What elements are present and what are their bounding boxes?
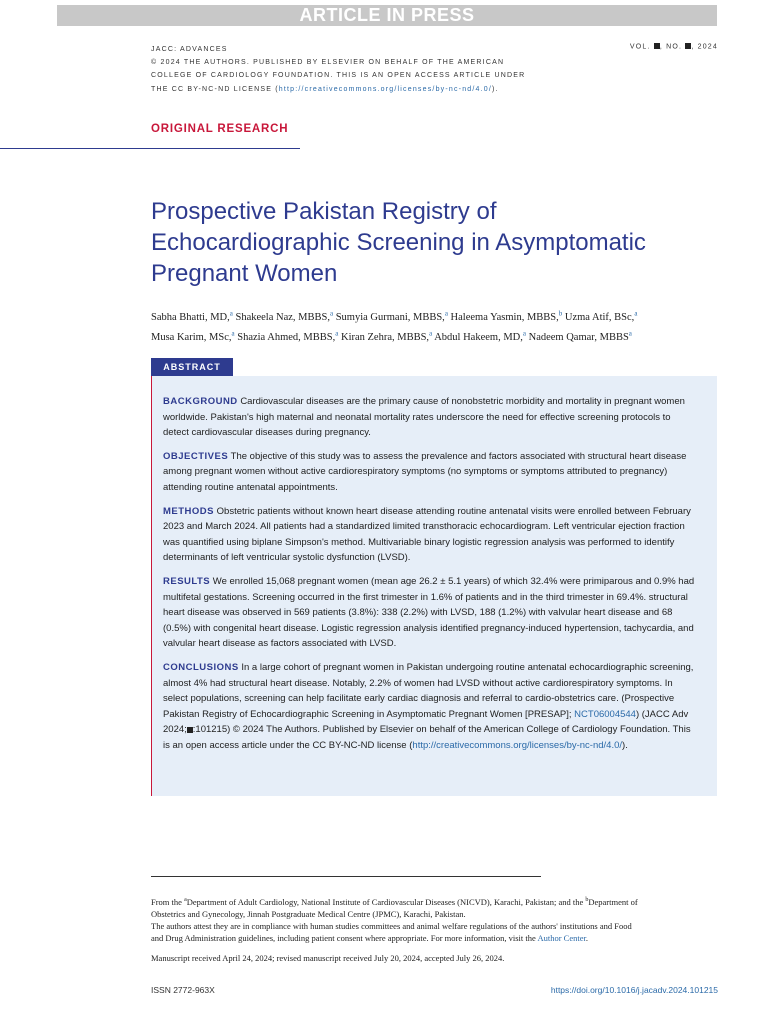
license-line-1: © 2024 THE AUTHORS. PUBLISHED BY ELSEVIER ON BEHALF OF THE AMERICAN bbox=[151, 59, 505, 67]
article-in-press-banner: ARTICLE IN PRESS bbox=[57, 5, 717, 26]
author-list bbox=[151, 305, 711, 346]
author: Shazia Ahmed, MBBS,$^a$ bbox=[237, 329, 339, 343]
abstract-tag: ABSTRACT bbox=[151, 358, 233, 376]
volume-number: VOL. , NO. , 2024 bbox=[629, 43, 718, 51]
license-link[interactable]: http://creativecommons.org/licenses/by-nc-nd/4.0/ bbox=[278, 85, 493, 93]
author: Haleema Yasmin, MBBS,$^b$ bbox=[450, 309, 563, 323]
author: Sabha Bhatti, MD,$^a$ bbox=[151, 309, 233, 323]
abstract-objectives: OBJECTIVES The objective of this study was to assess the prevalence and factors associated with structural heart disease among pregnant women without active cardiorespiratory symptoms (no symptoms or symptoms attributed to pregnancy) attending routine antenatal appointments. bbox=[163, 450, 687, 493]
abstract-results: RESULTS We enrolled 15,068 pregnant women (mean age 26.2 ± 5.1 years) of which 32.4% were primiparous and 0.9% had multifetal gestations. Screening occurred in the first trimester in 1.6% of patients and in the third trimester in 69.4%. structural heart disease was observed in 569 patients (3.8%): 338 (2.2%) with LVSD, 188 (1.2%) with valvular heart disease and 68 (0.5%) with congenital heart disease. Logistic regression analysis identified pregnancy-induced hypertension, tachycardia, and valvular heart disease as factors associated with LVSD. bbox=[163, 575, 695, 650]
author-center-link[interactable]: Author Center bbox=[537, 933, 586, 944]
attestation: The authors attest they are in compliance with human studies committees and animal welfare regulations of the authors' institutions and Food and Drug Administration guidelines, including patient consent where appropriate. For more information, visit the Author Center. bbox=[151, 921, 632, 944]
abstract-conclusions: CONCLUSIONS In a large cohort of pregnant women in Pakistan undergoing routine antenatal echocardiographic screening, almost 4% had structural heart disease. Notably, 2.2% of women had LVSD without active cardiorespiratory symptoms. In select populations, screening can help facilitate early cardiac diagnosis and referral to cardio-obstetrics care. (Prospective Pakistan Registry of Echocardiographic Screening in Asymptomatic Pregnant Women [PRESAP]; NCT06004544) (JACC Adv 2024; :101215) © 2024 The Authors. Published by Elsevier on behalf of the American College of Cardiology Foundation. This is an open access article under the CC BY-NC-ND license (http://creativecommons.org/licenses/by-nc-nd/4.0/). bbox=[163, 661, 694, 751]
license-line-3: THE CC BY-NC-ND LICENSE (http://creativecommons.org/licenses/by-nc-nd/4.0/). bbox=[151, 85, 499, 93]
license-link[interactable]: http://creativecommons.org/licenses/by-nc-nd/4.0/ bbox=[412, 739, 623, 751]
abstract-methods: METHODS Obstetric patients without known heart disease attending routine antenatal visits were enrolled between February 2023 and March 2024. All patients had a standardized limited transthoracic echocardiogram. Left ventricular ejection fraction was quantified using biplane Simpson's method. Multivariable binary logistic regression analysis was performed to identify determinants of left ventricular systolic dysfunction (LVSD). bbox=[163, 505, 691, 564]
author: Kiran Zehra, MBBS,$^a$ bbox=[340, 329, 433, 343]
issn: ISSN 2772-963X bbox=[151, 985, 215, 995]
author: Nadeem Qamar, MBBS$^a$ bbox=[528, 329, 632, 343]
abstract-background: BACKGROUND Cardiovascular diseases are the primary cause of nonobstetric morbidity and mortality in pregnant women worldwide. Pakistan's high maternal and neonatal mortality rates underscore the need for effective screening protocols to detect cardiovascular diseases during pregnancy. bbox=[163, 396, 685, 439]
author: Uzma Atif, BSc,$^a$ bbox=[564, 309, 638, 323]
footnote-divider bbox=[151, 876, 541, 877]
footnotes bbox=[151, 894, 646, 964]
author: Shakeela Naz, MBBS,$^a$ bbox=[235, 309, 334, 323]
journal-name: JACC: ADVANCES bbox=[151, 46, 228, 53]
license-line-2: COLLEGE OF CARDIOLOGY FOUNDATION. THIS IS AN OPEN ACCESS ARTICLE UNDER bbox=[151, 72, 526, 80]
trial-link[interactable]: NCT06004544 bbox=[574, 708, 636, 720]
section-label: ORIGINAL RESEARCH bbox=[151, 123, 289, 135]
article-title: Prospective Pakistan Registry of Echocardiographic Screening in Asymptomatic Pregnant Women bbox=[151, 198, 646, 287]
journal-meta bbox=[151, 43, 571, 96]
manuscript-dates: Manuscript received April 24, 2024; revised manuscript received July 20, 2024, accepted July 26, 2024. bbox=[151, 952, 505, 963]
doi-link[interactable]: https://doi.org/10.1016/j.jacadv.2024.101215 bbox=[550, 985, 718, 995]
author: Abdul Hakeem, MD,$^a$ bbox=[434, 329, 526, 343]
author: Musa Karim, MSc,$^a$ bbox=[151, 329, 235, 343]
affiliations: From the $^a$Department of Adult Cardiology, National Institute of Cardiovascular Diseases (NICVD), Karachi, Pakistan; and the $^b$Department of Obstetrics and Gynecology, Jinnah Postgraduate Medical Centre (JPMC), Karachi, Pakistan. bbox=[151, 896, 638, 920]
author: Sumyia Gurmani, MBBS,$^a$ bbox=[335, 309, 448, 323]
section-divider bbox=[0, 148, 300, 149]
abstract-content bbox=[163, 394, 697, 761]
